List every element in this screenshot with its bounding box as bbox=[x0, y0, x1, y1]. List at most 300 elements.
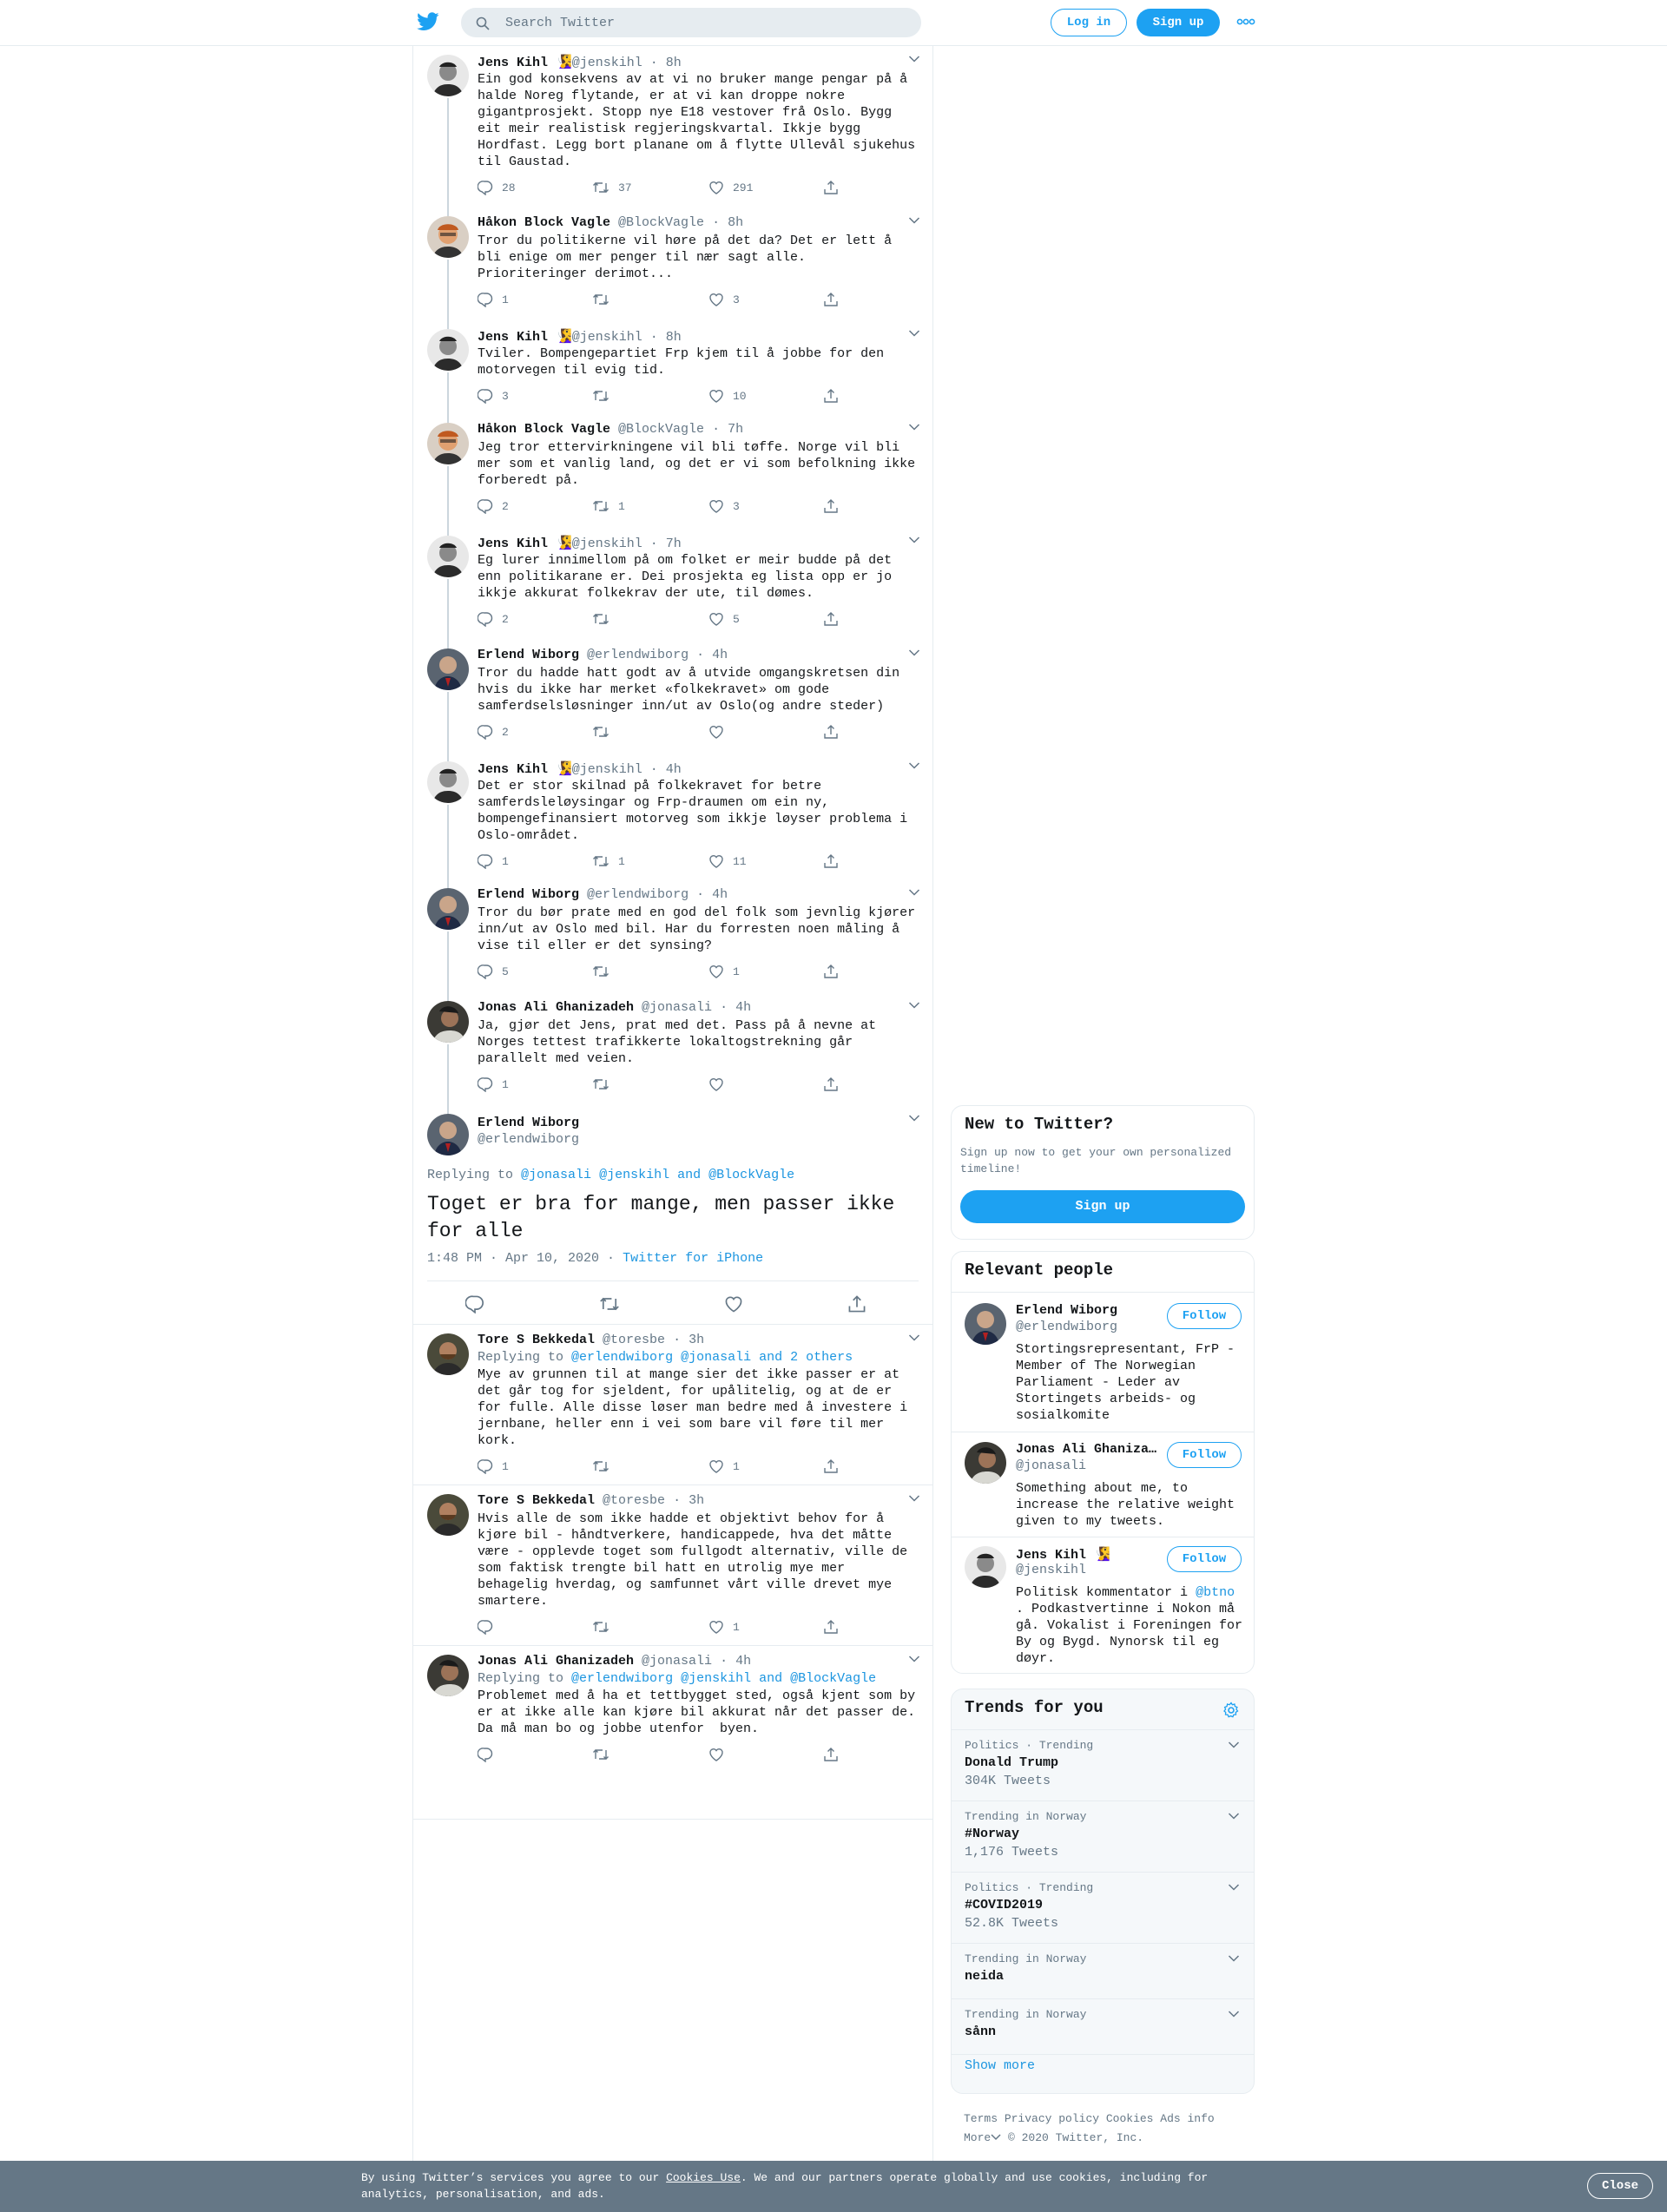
tweet-text: Tror du politikerne vil høre på det da? Det er lett å bli enige om mer penger til nær sagt alle. Prioriteringer derimot... bbox=[478, 234, 900, 281]
thread-tweet[interactable] bbox=[413, 414, 932, 527]
reply-button[interactable] bbox=[478, 291, 509, 308]
tweet-author bbox=[478, 1000, 751, 1015]
more-options-icon[interactable] bbox=[1236, 16, 1255, 27]
retweet-icon bbox=[592, 611, 609, 627]
like-count: 11 bbox=[733, 854, 747, 868]
share-icon bbox=[823, 1076, 839, 1092]
retweet-icon bbox=[592, 964, 609, 979]
like-count: 10 bbox=[733, 389, 747, 403]
tweet-text: Tror du bør prate med en god del folk som jevnlig kjører inn/ut av Oslo med bil. Har du forresten noen måling å vise til eller er det synsing? bbox=[478, 905, 924, 953]
thread-tweet[interactable] bbox=[413, 992, 932, 1105]
like-button[interactable] bbox=[708, 963, 740, 980]
like-icon bbox=[708, 853, 724, 869]
mention-links[interactable]: @erlendwiborg @jonasali and 2 others bbox=[571, 1350, 853, 1365]
tweet-time[interactable]: · 7h bbox=[712, 422, 744, 437]
avatar[interactable] bbox=[427, 1494, 469, 1536]
relevant-people-card bbox=[951, 1251, 1255, 1674]
retweet-icon bbox=[592, 724, 609, 740]
author-name[interactable]: Erlend Wiborg bbox=[478, 1116, 580, 1130]
chevron-down-icon[interactable] bbox=[908, 1001, 920, 1010]
relevant-people-title: Relevant people bbox=[965, 1261, 1114, 1280]
tweet-actions bbox=[478, 1076, 886, 1093]
thread-tweet[interactable] bbox=[413, 879, 932, 992]
source-link[interactable]: Twitter for iPhone bbox=[623, 1251, 764, 1266]
cookies-link[interactable]: Cookies bbox=[1105, 2112, 1154, 2125]
mention-link[interactable]: @BlockVagle bbox=[708, 1168, 795, 1182]
reply-icon bbox=[478, 964, 493, 979]
share-button[interactable] bbox=[823, 387, 847, 405]
like-button[interactable] bbox=[724, 1295, 752, 1313]
search-box[interactable] bbox=[461, 8, 921, 37]
reply-icon bbox=[478, 388, 493, 404]
author-handle[interactable]: @toresbe bbox=[603, 1493, 666, 1508]
sidebar-signup-button[interactable]: Sign up bbox=[960, 1190, 1245, 1223]
chevron-down-icon[interactable] bbox=[1228, 1883, 1240, 1892]
tweet-author bbox=[478, 887, 728, 902]
author-handle[interactable]: @erlendwiborg bbox=[587, 648, 689, 662]
tweet-actions bbox=[478, 1746, 886, 1763]
author-name[interactable]: Jens Kihl bbox=[478, 330, 549, 345]
share-icon bbox=[823, 180, 839, 195]
conversation-column bbox=[412, 46, 933, 2164]
chevron-down-icon[interactable] bbox=[908, 1655, 920, 1663]
author-name[interactable]: Jonas Ali Ghanizadeh bbox=[478, 1000, 635, 1015]
share-icon bbox=[823, 388, 839, 404]
follow-button[interactable]: Follow bbox=[1167, 1442, 1242, 1468]
retweet-button[interactable] bbox=[592, 963, 618, 980]
like-icon bbox=[708, 292, 724, 307]
like-button[interactable] bbox=[708, 1618, 740, 1636]
terms-link[interactable]: Terms bbox=[964, 2112, 998, 2125]
reply-count: 5 bbox=[502, 964, 509, 978]
like-icon bbox=[708, 180, 724, 195]
share-icon bbox=[823, 498, 839, 514]
author-name[interactable]: Håkon Block Vagle bbox=[478, 215, 611, 230]
retweet-button[interactable] bbox=[599, 1295, 629, 1313]
mention-link[interactable]: and bbox=[677, 1168, 702, 1182]
signup-button[interactable]: Sign up bbox=[1137, 9, 1220, 36]
tweet-time[interactable]: · 4h bbox=[720, 1654, 752, 1669]
share-button[interactable] bbox=[823, 1618, 847, 1636]
person-bio bbox=[1016, 1584, 1243, 1667]
share-button[interactable] bbox=[823, 853, 847, 870]
share-icon bbox=[823, 1619, 839, 1635]
retweet-button[interactable] bbox=[592, 179, 632, 196]
thread-connector bbox=[447, 207, 449, 216]
new-to-twitter-title: New to Twitter? bbox=[965, 1115, 1114, 1134]
reply-icon bbox=[478, 1619, 493, 1635]
chevron-down-icon[interactable] bbox=[1228, 2010, 1240, 2018]
thread-connector bbox=[447, 932, 449, 992]
retweet-button[interactable] bbox=[592, 387, 618, 405]
top-bar bbox=[0, 0, 1667, 46]
share-button[interactable] bbox=[823, 1458, 847, 1475]
avatar[interactable] bbox=[427, 648, 469, 690]
author-name[interactable]: Tore S Bekkedal bbox=[478, 1333, 596, 1347]
reply-button[interactable] bbox=[478, 179, 516, 196]
author-handle[interactable]: @erlendwiborg bbox=[478, 1132, 580, 1147]
reply-button[interactable] bbox=[478, 497, 509, 515]
thread-tweet[interactable] bbox=[413, 46, 932, 207]
author-handle[interactable]: @jonasali bbox=[642, 1000, 713, 1015]
retweet-button[interactable] bbox=[592, 1746, 618, 1763]
author-handle[interactable]: @BlockVagle bbox=[618, 215, 705, 230]
chevron-down-icon[interactable] bbox=[1228, 1954, 1240, 1963]
more-link[interactable]: More bbox=[964, 2131, 992, 2144]
tweet-actions bbox=[478, 291, 886, 308]
retweet-button[interactable] bbox=[592, 1458, 618, 1475]
retweet-button[interactable] bbox=[592, 1076, 618, 1093]
like-count: 1 bbox=[733, 1620, 740, 1634]
tweet-text: Tror du hadde hatt godt av å utvide omgangskretsen din hvis du ikke har merket «folkekravet» om gode samferdselsløsninger inn/ut av Oslo(og andre steder) bbox=[478, 666, 908, 714]
privacy-link[interactable]: Privacy policy bbox=[1004, 2112, 1100, 2125]
share-button[interactable] bbox=[823, 610, 847, 628]
thread-connector bbox=[447, 879, 449, 888]
tweet-text: Ja, gjør det Jens, prat med det. Pass på å nevne at Norges tettest trafikkerte lokaltogstrekning går parallelt med veien. bbox=[478, 1018, 885, 1066]
tweet-actions bbox=[478, 1458, 886, 1475]
avatar[interactable] bbox=[965, 1546, 1006, 1588]
author-handle[interactable]: @jenskihl bbox=[571, 762, 642, 777]
trend-count: 1,176 Tweets bbox=[965, 1845, 1059, 1860]
like-button[interactable] bbox=[708, 179, 753, 196]
person-jonas-ali[interactable] bbox=[952, 1432, 1254, 1537]
trend-item[interactable] bbox=[952, 1801, 1254, 1872]
trend-count: 304K Tweets bbox=[965, 1774, 1051, 1788]
like-icon bbox=[724, 1294, 743, 1313]
trend-meta: Trending in Norway bbox=[965, 1810, 1087, 1823]
tweet-author bbox=[478, 760, 682, 777]
retweet-button[interactable] bbox=[592, 291, 618, 308]
author-handle[interactable]: @jenskihl bbox=[571, 537, 642, 551]
like-icon bbox=[708, 611, 724, 627]
tweet-time[interactable]: · 8h bbox=[649, 330, 682, 345]
tweet-text: Tviler. Bompengepartiet Frp kjem til å jobbe for den motorvegen til evig tid. bbox=[478, 346, 893, 378]
follow-button[interactable]: Follow bbox=[1167, 1303, 1242, 1329]
replying-to bbox=[478, 1350, 853, 1365]
retweet-count: 1 bbox=[618, 499, 625, 513]
tweet-author bbox=[478, 648, 728, 662]
tweet-actions bbox=[478, 1618, 886, 1636]
author-handle[interactable]: @jonasali bbox=[642, 1654, 713, 1669]
timestamp[interactable]: 1:48 PM · Apr 10, 2020 bbox=[427, 1251, 600, 1266]
retweet-button[interactable] bbox=[592, 853, 625, 870]
search-input[interactable]: Search Twitter bbox=[505, 16, 616, 30]
avatar[interactable] bbox=[965, 1442, 1006, 1484]
replying-to bbox=[427, 1168, 794, 1182]
share-button[interactable] bbox=[823, 723, 847, 741]
reply-icon bbox=[478, 853, 493, 869]
trend-item[interactable] bbox=[952, 1729, 1254, 1801]
retweet-icon bbox=[599, 1294, 620, 1313]
like-count: 1 bbox=[733, 1459, 740, 1473]
author-name[interactable]: Jens Kihl bbox=[478, 56, 549, 70]
follow-button[interactable]: Follow bbox=[1167, 1546, 1242, 1572]
reply-icon bbox=[478, 724, 493, 740]
author-emoji: 🧏‍♀️ bbox=[556, 762, 572, 777]
tweet-actions bbox=[413, 1295, 932, 1313]
reply-count: 2 bbox=[502, 612, 509, 626]
trend-item[interactable] bbox=[952, 1998, 1254, 2054]
like-icon bbox=[708, 1076, 724, 1092]
avatar[interactable] bbox=[427, 536, 469, 577]
trend-meta: Trending in Norway bbox=[965, 2008, 1087, 2021]
share-button[interactable] bbox=[823, 963, 847, 980]
person-name[interactable]: Jens Kihl bbox=[1016, 1548, 1087, 1563]
retweet-button[interactable] bbox=[592, 497, 625, 515]
avatar[interactable] bbox=[427, 216, 469, 258]
reply-tweet[interactable] bbox=[413, 1646, 932, 1820]
like-button[interactable] bbox=[708, 853, 747, 870]
reply-count: 1 bbox=[502, 1077, 509, 1091]
share-button[interactable] bbox=[823, 291, 847, 308]
chevron-down-icon[interactable] bbox=[908, 1114, 920, 1122]
like-button[interactable] bbox=[708, 723, 733, 741]
reply-tweet[interactable] bbox=[413, 1485, 932, 1646]
avatar[interactable] bbox=[427, 761, 469, 803]
chevron-down-icon[interactable] bbox=[908, 329, 920, 338]
person-jens-kihl[interactable] bbox=[952, 1537, 1254, 1673]
trend-name[interactable]: #COVID2019 bbox=[965, 1898, 1044, 1912]
retweet-button[interactable] bbox=[592, 610, 618, 628]
avatar[interactable] bbox=[427, 1114, 469, 1155]
person-name[interactable]: Jonas Ali Ghaniza… bbox=[1016, 1442, 1157, 1457]
avatar[interactable] bbox=[427, 423, 469, 464]
replying-label: Replying to bbox=[478, 1671, 564, 1686]
retweet-button[interactable] bbox=[592, 723, 618, 741]
like-button[interactable] bbox=[708, 497, 740, 515]
chevron-down-icon[interactable] bbox=[908, 1333, 920, 1342]
avatar[interactable] bbox=[427, 1655, 469, 1696]
like-icon bbox=[708, 388, 724, 404]
tweet-time[interactable]: · 8h bbox=[649, 56, 682, 70]
like-icon bbox=[708, 1747, 724, 1762]
chevron-down-icon[interactable] bbox=[908, 216, 920, 225]
reply-button[interactable] bbox=[478, 1076, 509, 1093]
author-name[interactable]: Tore S Bekkedal bbox=[478, 1493, 596, 1508]
show-more-link[interactable]: Show more bbox=[965, 2058, 1036, 2073]
retweet-icon bbox=[592, 498, 609, 514]
author-name[interactable]: Jonas Ali Ghanizadeh bbox=[478, 1654, 635, 1669]
tweet-time[interactable]: · 3h bbox=[673, 1333, 705, 1347]
author-name[interactable]: Håkon Block Vagle bbox=[478, 422, 611, 437]
trend-count: 52.8K Tweets bbox=[965, 1916, 1059, 1931]
cookies-use-link[interactable]: Cookies Use bbox=[666, 2171, 741, 2184]
reply-button[interactable] bbox=[465, 1295, 493, 1313]
like-count: 5 bbox=[733, 612, 740, 626]
retweet-button[interactable] bbox=[592, 1618, 618, 1636]
share-icon bbox=[847, 1294, 866, 1313]
author-name[interactable]: Erlend Wiborg bbox=[478, 648, 580, 662]
tweet-text: Ein god konsekvens av at vi no bruker mange pengar på å halde Noreg flytande, er at vi kan droppe nokre gigantprosjekt. Stopp nye E18 vestover frå Oslo. Bygg eit meir realistisk regjeringskvartal. Ikkje bygg Hordfast. Legg bort planane om å flytte Ullevål sjukehus til Gaustad. bbox=[478, 72, 924, 169]
replying-label: Replying to bbox=[427, 1168, 514, 1182]
tweet-author bbox=[478, 215, 743, 230]
person-handle[interactable]: @jenskihl bbox=[1016, 1563, 1087, 1577]
tweet-text: Hvis alle de som ikke hadde et objektivt behov for å kjøre bil - håndtverkere, handicappede, hva det måtte være - opplevde toget som fullgodt alternativ, ville de som faktisk trengte bil hatt en utrolig mye mer behagelig hverdag, og samfunnet vårt ville drevet mye smartere. bbox=[478, 1511, 916, 1609]
reply-button[interactable] bbox=[478, 1618, 502, 1636]
reply-button[interactable] bbox=[478, 963, 509, 980]
thread-tweet[interactable] bbox=[413, 527, 932, 640]
reply-tweet[interactable] bbox=[413, 1325, 932, 1485]
tweet-time[interactable]: · 4h bbox=[720, 1000, 752, 1015]
chevron-down-icon[interactable] bbox=[1228, 1812, 1240, 1820]
chevron-down-icon[interactable] bbox=[908, 423, 920, 431]
reply-count: 1 bbox=[502, 1459, 509, 1473]
divider bbox=[413, 1819, 932, 1820]
trend-name[interactable]: sånn bbox=[965, 2024, 997, 2039]
avatar[interactable] bbox=[965, 1303, 1006, 1345]
reply-button[interactable] bbox=[478, 1458, 509, 1475]
tweet-actions bbox=[478, 723, 886, 741]
share-button[interactable] bbox=[823, 1076, 847, 1093]
divider bbox=[427, 1280, 919, 1281]
reply-icon bbox=[478, 1747, 493, 1762]
author-name[interactable]: Jens Kihl bbox=[478, 537, 549, 551]
thread-connector bbox=[447, 372, 449, 414]
footer-links bbox=[964, 2110, 1250, 2148]
tweet-author bbox=[478, 1654, 751, 1669]
tweet-author bbox=[478, 1493, 704, 1508]
avatar[interactable] bbox=[427, 1333, 469, 1375]
thread-connector bbox=[447, 260, 449, 320]
tweet-time[interactable]: · 4h bbox=[649, 762, 682, 777]
mention-link[interactable]: @jonasali bbox=[521, 1168, 592, 1182]
reply-icon bbox=[478, 1458, 493, 1474]
mention-link[interactable]: @jenskihl bbox=[599, 1168, 670, 1182]
bio-mention-link[interactable]: @btno bbox=[1196, 1585, 1235, 1600]
thread-connector bbox=[447, 1105, 449, 1114]
share-icon bbox=[823, 292, 839, 307]
tweet-text: Eg lurer innimellom på om folket er meir budde på det enn politikarane er. Dei prosjekta eg lista opp er jo ikkje akkurat folkekrav der ute, til dømes. bbox=[478, 553, 900, 601]
thread-tweet[interactable] bbox=[413, 640, 932, 753]
person-bio: Something about me, to increase the relative weight given to my tweets. bbox=[1016, 1481, 1235, 1529]
trend-item[interactable] bbox=[952, 1943, 1254, 1998]
like-button[interactable] bbox=[708, 610, 740, 628]
thread-connector bbox=[447, 527, 449, 536]
trend-meta: Trending in Norway bbox=[965, 1952, 1087, 1965]
reply-count: 2 bbox=[502, 725, 509, 739]
tweet-time[interactable]: · 3h bbox=[673, 1493, 705, 1508]
reply-count: 2 bbox=[502, 499, 509, 513]
like-count: 1 bbox=[733, 964, 740, 978]
cookie-text-post: . We and our partners operate globally and use cookies, including for analytics, personalisation, and ads. bbox=[361, 2171, 1209, 2201]
like-count: 3 bbox=[733, 293, 740, 306]
tweet-timestamp: 1:48 PM · Apr 10, 2020 · Twitter for iPhone bbox=[427, 1251, 764, 1266]
ads-info-link[interactable]: Ads info bbox=[1160, 2112, 1215, 2125]
tweet-author bbox=[478, 1333, 704, 1347]
replying-to bbox=[478, 1671, 876, 1686]
avatar[interactable] bbox=[427, 888, 469, 930]
trend-name[interactable]: #Norway bbox=[965, 1827, 1020, 1841]
chevron-down-icon[interactable] bbox=[991, 2134, 1001, 2141]
like-count: 3 bbox=[733, 499, 740, 513]
tweet-time[interactable]: · 7h bbox=[649, 537, 682, 551]
reply-icon bbox=[465, 1294, 484, 1313]
chevron-down-icon[interactable] bbox=[1228, 1741, 1240, 1749]
author-handle[interactable]: @jenskihl bbox=[571, 56, 642, 70]
tweet-actions bbox=[478, 610, 886, 628]
tweet-time[interactable]: · 4h bbox=[696, 648, 728, 662]
thread-connector bbox=[447, 320, 449, 329]
like-icon bbox=[708, 964, 724, 979]
author-name[interactable]: Jens Kihl bbox=[478, 762, 549, 777]
thread-connector bbox=[447, 1044, 449, 1105]
reply-button[interactable] bbox=[478, 723, 509, 741]
author-handle[interactable]: @BlockVagle bbox=[618, 422, 705, 437]
like-button[interactable] bbox=[708, 1076, 733, 1093]
trend-name[interactable]: neida bbox=[965, 1969, 1005, 1984]
login-button[interactable]: Log in bbox=[1051, 9, 1127, 36]
author-emoji: 🧏‍♀️ bbox=[556, 330, 572, 345]
trend-name[interactable]: Donald Trump bbox=[965, 1755, 1059, 1770]
chevron-down-icon[interactable] bbox=[908, 761, 920, 770]
trend-item[interactable] bbox=[952, 1872, 1254, 1943]
thread-connector bbox=[447, 414, 449, 423]
chevron-down-icon[interactable] bbox=[908, 536, 920, 544]
like-button[interactable] bbox=[708, 291, 740, 308]
share-button[interactable] bbox=[847, 1295, 875, 1313]
author-handle[interactable]: @erlendwiborg bbox=[587, 887, 689, 902]
author-name[interactable]: Erlend Wiborg bbox=[478, 887, 580, 902]
close-button[interactable]: Close bbox=[1587, 2173, 1653, 2199]
avatar[interactable] bbox=[427, 329, 469, 371]
person-erlend-wiborg[interactable] bbox=[952, 1293, 1254, 1432]
mention-links[interactable]: @erlendwiborg @jenskihl and @BlockVagle bbox=[571, 1671, 877, 1686]
author-emoji: 🧏‍♀️ bbox=[556, 56, 572, 70]
chevron-down-icon[interactable] bbox=[908, 55, 920, 63]
trend-meta: Politics · Trending bbox=[965, 1739, 1094, 1752]
reply-button[interactable] bbox=[478, 853, 509, 870]
author-handle[interactable]: @toresbe bbox=[603, 1333, 666, 1347]
retweet-count: 37 bbox=[618, 181, 632, 194]
thread-connector bbox=[447, 466, 449, 527]
reply-button[interactable] bbox=[478, 1746, 502, 1763]
chevron-down-icon[interactable] bbox=[908, 888, 920, 897]
share-button[interactable] bbox=[823, 1746, 847, 1763]
share-button[interactable] bbox=[823, 179, 847, 196]
like-button[interactable] bbox=[708, 1746, 733, 1763]
like-button[interactable] bbox=[708, 1458, 740, 1475]
reply-button[interactable] bbox=[478, 387, 509, 405]
new-to-twitter-card bbox=[951, 1105, 1255, 1240]
share-icon bbox=[823, 1458, 839, 1474]
avatar[interactable] bbox=[427, 55, 469, 96]
author-handle[interactable]: @jenskihl bbox=[571, 330, 642, 345]
like-button[interactable] bbox=[708, 387, 747, 405]
chevron-down-icon[interactable] bbox=[908, 648, 920, 657]
thread-connector bbox=[447, 753, 449, 761]
thread-tweet[interactable] bbox=[413, 753, 932, 879]
reply-button[interactable] bbox=[478, 610, 509, 628]
tweet-author bbox=[478, 535, 682, 551]
reply-count: 28 bbox=[502, 181, 516, 194]
thread-tweet[interactable] bbox=[413, 207, 932, 320]
author-emoji: 🧏‍♀️ bbox=[556, 537, 572, 551]
person-name[interactable]: Erlend Wiborg bbox=[1016, 1303, 1118, 1318]
settings-gear-icon[interactable] bbox=[1222, 1702, 1240, 1719]
reply-icon bbox=[478, 498, 493, 514]
copyright: © 2020 Twitter, Inc. bbox=[1008, 2131, 1144, 2144]
tweet-text: Mye av grunnen til at mange sier det ikke passer er at det går tog for sjeldent, for upålitelig, og at de er for fulle. Alle disse løser man bedre med å investere i jernbane, heller enn i vei som bare vil føre til mer kork. bbox=[478, 1367, 916, 1448]
share-button[interactable] bbox=[823, 497, 847, 515]
person-handle[interactable]: @erlendwiborg bbox=[1016, 1320, 1118, 1334]
person-handle[interactable]: @jonasali bbox=[1016, 1458, 1087, 1473]
twitter-bird-icon[interactable] bbox=[417, 12, 439, 31]
avatar[interactable] bbox=[427, 1001, 469, 1043]
thread-tweet[interactable] bbox=[413, 320, 932, 414]
tweet-time[interactable]: · 4h bbox=[696, 887, 728, 902]
chevron-down-icon[interactable] bbox=[908, 1494, 920, 1503]
tweet-time[interactable]: · 8h bbox=[712, 215, 744, 230]
